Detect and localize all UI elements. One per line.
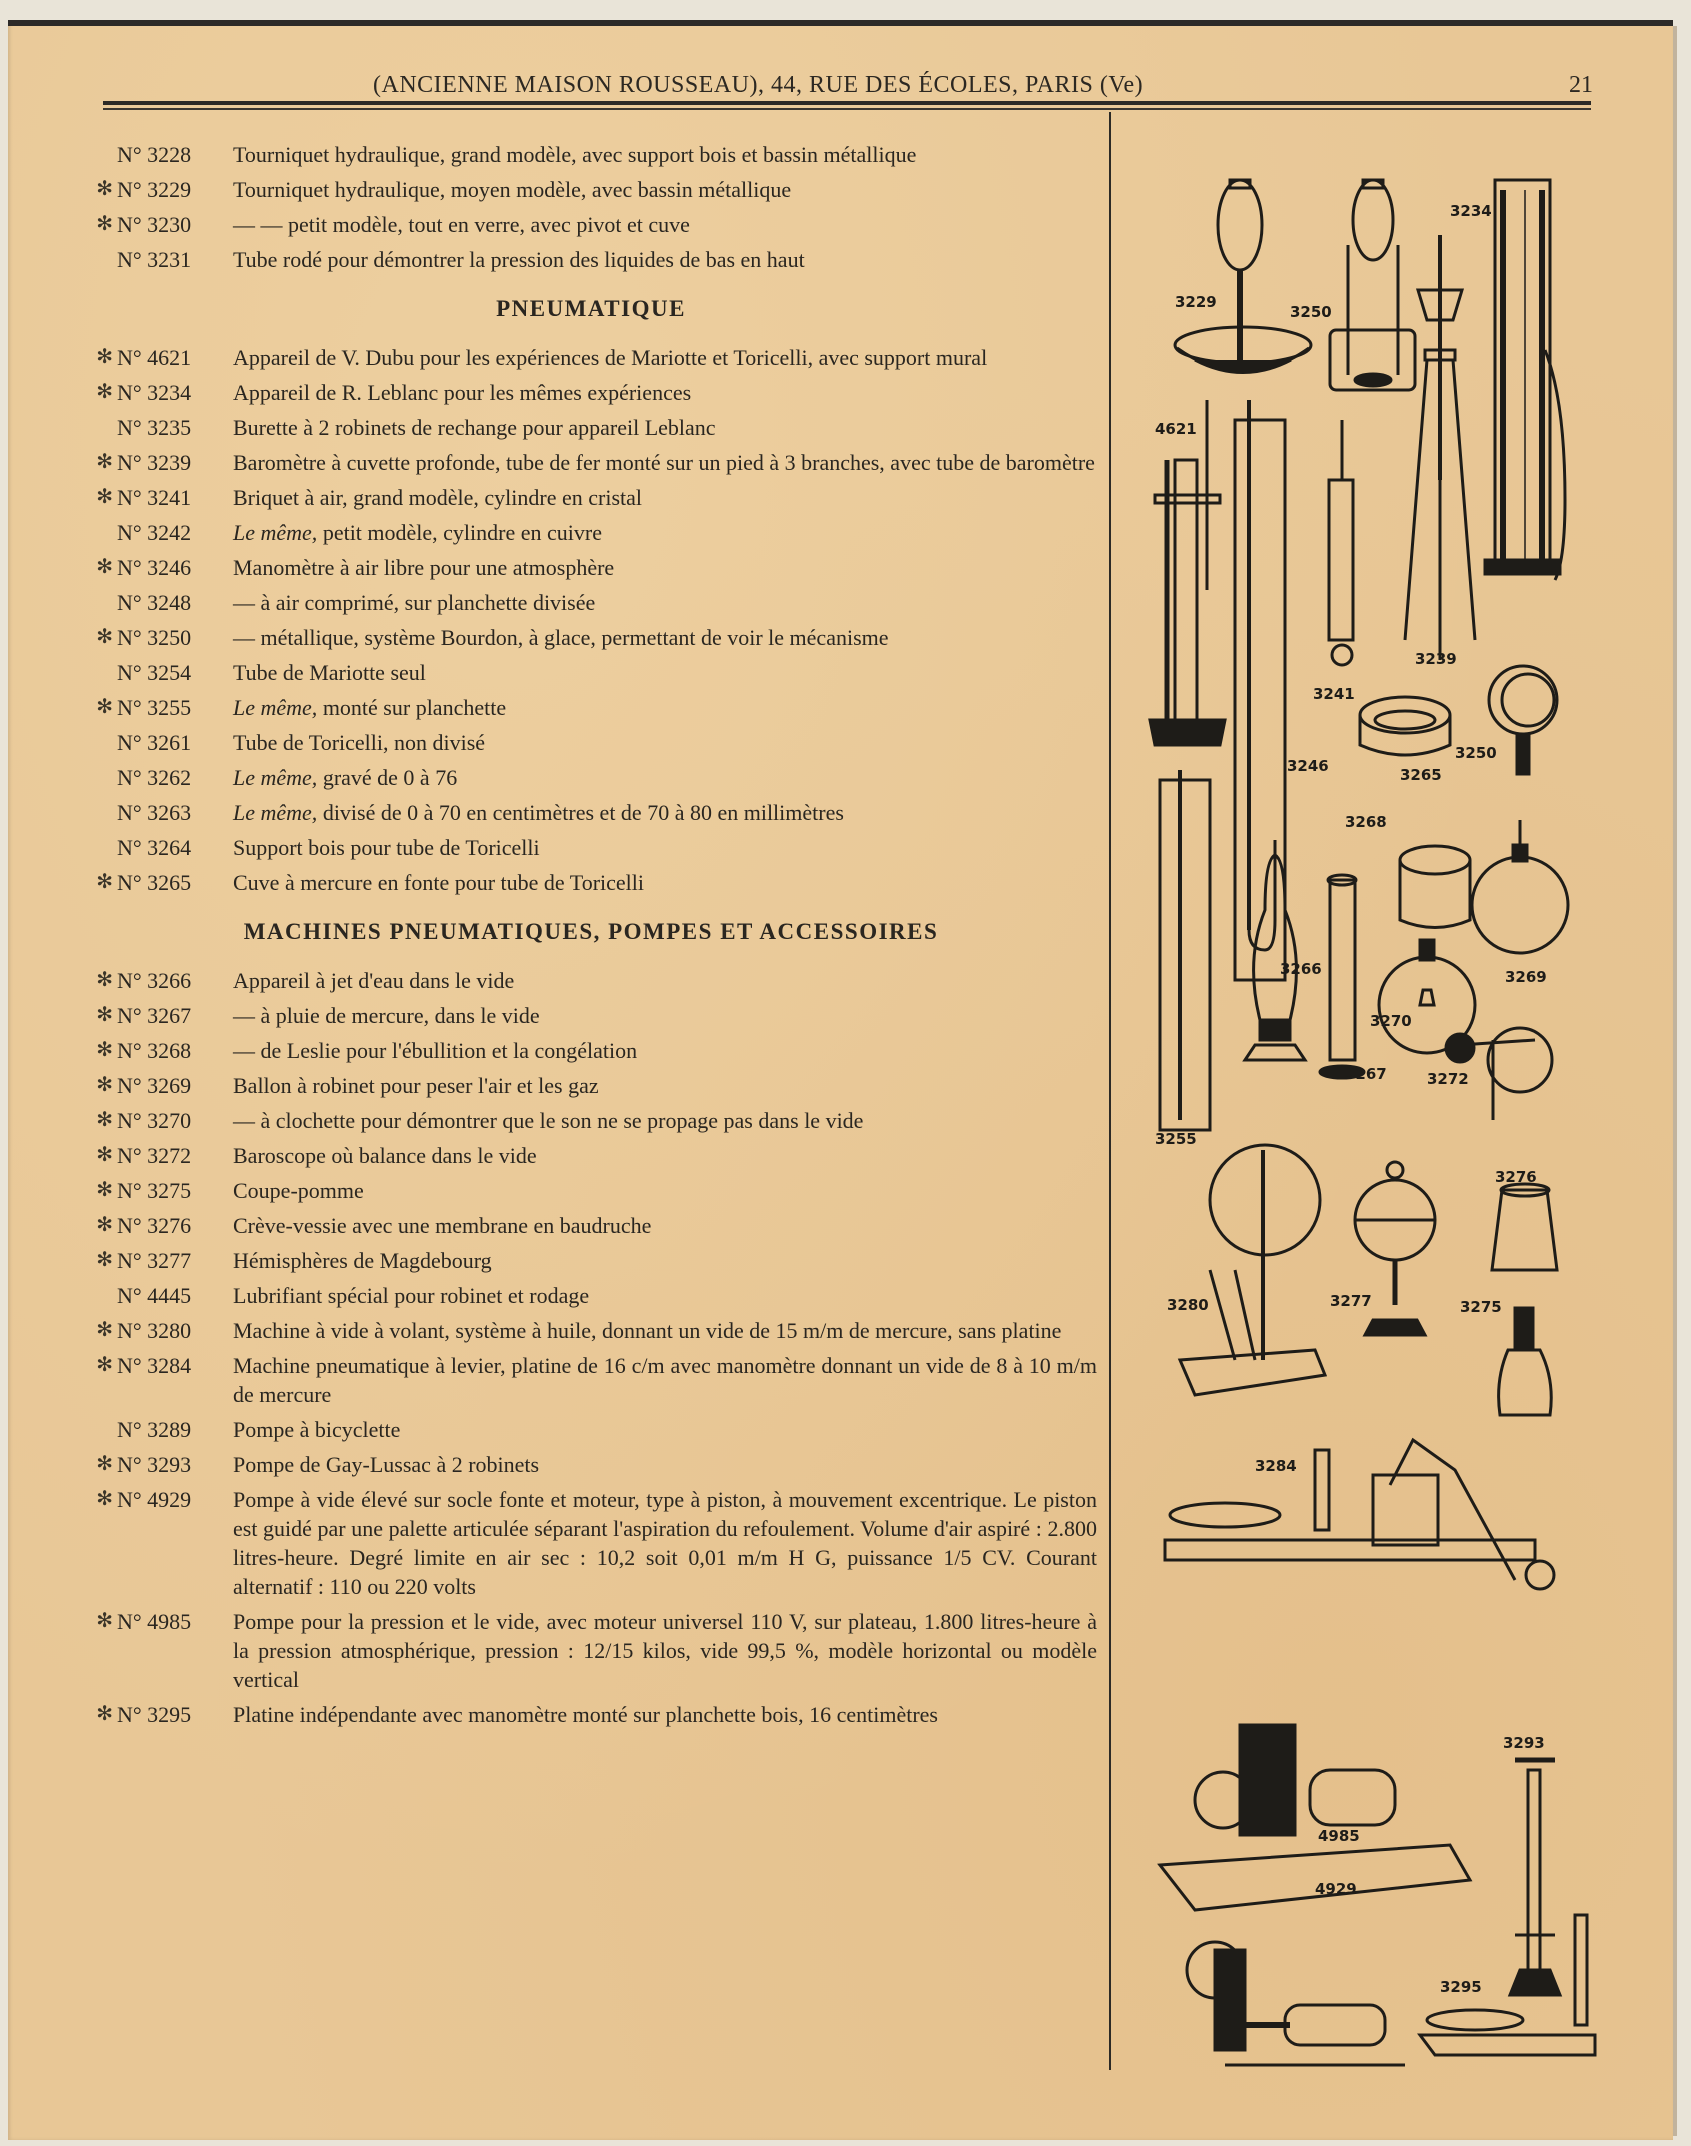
item-description: Briquet à air, grand modèle, cylindre en cristal [233, 485, 643, 510]
item-description: Appareil de R. Leblanc pour les mêmes expériences [233, 380, 692, 405]
catalog-entry [85, 728, 1097, 757]
item-number: N° 4445 [117, 1283, 192, 1308]
item-number: N° 3235 [117, 415, 192, 440]
item-number: N° 3255 [117, 695, 192, 720]
catalog-entry [85, 1450, 1097, 1479]
catalog-entry [85, 1246, 1097, 1275]
item-number: N° 3261 [117, 730, 192, 755]
figure-label: 3266 [1280, 960, 1322, 978]
section-title-pneumatique: PNEUMATIQUE [496, 296, 686, 321]
catalog-entry [85, 1036, 1097, 1065]
catalog-entry [85, 1485, 1097, 1601]
catalog-entry [85, 1176, 1097, 1205]
item-description: Tourniquet hydraulique, moyen modèle, avec bassin métallique [233, 177, 792, 202]
catalog-entry [85, 518, 1097, 547]
item-description-text: monté sur planchette [322, 695, 507, 720]
asterisk-icon: ✻ [96, 1179, 113, 1201]
figure-label: 3241 [1313, 685, 1355, 703]
figure-label: 3284 [1255, 1457, 1297, 1475]
catalog-entry [85, 140, 1097, 169]
asterisk-icon: ✻ [96, 346, 113, 368]
catalog-entry [85, 1281, 1097, 1310]
item-description-italic: Le même, [233, 800, 318, 825]
asterisk-icon: ✻ [96, 1610, 113, 1632]
item-number: N° 3242 [117, 520, 192, 545]
item-description: Cuve à mercure en fonte pour tube de Toricelli [233, 870, 645, 895]
item-number: N° 3270 [117, 1108, 192, 1133]
apparatus-drawings [1115, 120, 1655, 2070]
catalog-entry [85, 413, 1097, 442]
asterisk-icon: ✻ [96, 1144, 113, 1166]
catalog-entry [85, 343, 1097, 372]
tube-board-3255-drawing [1160, 770, 1210, 1130]
item-description: — à clochette pour démontrer que le son ne se propage pas dans le vide [233, 1108, 864, 1133]
figure-label: 4929 [1315, 1880, 1357, 1898]
asterisk-icon [85, 413, 113, 442]
section-title-machines: MACHINES PNEUMATIQUES, POMPES ET ACCESSOIRES [243, 919, 939, 944]
catalog-entry [85, 966, 1097, 995]
catalog-entry [85, 1351, 1097, 1409]
item-description: Lubrifiant spécial pour robinet et rodage [233, 1283, 590, 1308]
catalog-entry [85, 448, 1097, 477]
item-description: Pompe à vide élevé sur socle fonte et moteur, type à piston, à mouvement excentrique. Le piston est guidé par une palette articulée séparant l'aspiration du refoulement. Volume d'air aspiré : 2.800 litres-heure. Degré limite en air sec : 10,2 soit 0,01 m/m H G, puissance 1/5 CV. Courant alternatif : 110 ou 220 volts [233, 1487, 1097, 1599]
asterisk-icon: ✻ [96, 1319, 113, 1341]
column-divider [1109, 112, 1111, 2070]
figure-label: 4621 [1155, 420, 1197, 438]
item-description: Burette à 2 robinets de rechange pour appareil Leblanc [233, 415, 716, 440]
item-number: N° 3231 [117, 247, 192, 272]
item-number: N° 4621 [117, 345, 192, 370]
catalog-entry [85, 1071, 1097, 1100]
figure-label: 3293 [1503, 1734, 1545, 1752]
manometer-3246-drawing [1235, 400, 1285, 980]
figure-label: 3295 [1440, 1978, 1482, 1996]
machines-entries [85, 966, 1097, 1729]
figure-label: 3255 [1155, 1130, 1197, 1148]
asterisk-icon [85, 245, 113, 274]
catalog-entry [85, 868, 1097, 897]
catalog-entry [85, 798, 1097, 827]
gauge-3250-drawing [1489, 666, 1557, 774]
item-description [227, 798, 1097, 827]
figure-label: 3269 [1505, 968, 1547, 986]
header-rule-thin [103, 108, 1591, 110]
item-description: Crève-vessie avec une membrane en baudruche [233, 1213, 652, 1238]
asterisk-icon [85, 1415, 113, 1444]
pluie-3267-drawing [1320, 875, 1364, 1078]
item-number: N° 3262 [117, 765, 192, 790]
figure-label: 3229 [1175, 293, 1217, 311]
asterisk-icon: ✻ [96, 696, 113, 718]
item-description-italic: Le même, [233, 695, 318, 720]
item-description: Tube de Toricelli, non divisé [233, 730, 486, 755]
item-number: N° 3229 [117, 177, 192, 202]
item-description: Tube rodé pour démontrer la pression des liquides de bas en haut [233, 247, 805, 272]
item-number: N° 3263 [117, 800, 192, 825]
catalog-entry [85, 378, 1097, 407]
figure-label: 4985 [1318, 1827, 1360, 1845]
catalog-entry [85, 1700, 1097, 1729]
tourniquet-3229-drawing [1175, 180, 1311, 373]
leblanc-3234-drawing [1485, 180, 1565, 580]
asterisk-icon: ✻ [96, 1004, 113, 1026]
asterisk-icon: ✻ [96, 486, 113, 508]
barometer-3239-drawing [1405, 235, 1475, 660]
item-description: Pompe à bicyclette [233, 1417, 401, 1442]
figure-label: 3276 [1495, 1168, 1537, 1186]
catalog-entry [85, 588, 1097, 617]
catalog-entry [85, 1415, 1097, 1444]
catalog-entry [85, 553, 1097, 582]
item-description [227, 763, 1097, 792]
figure-label: 3239 [1415, 650, 1457, 668]
asterisk-icon: ✻ [96, 1453, 113, 1475]
figure-label: 3275 [1460, 1298, 1502, 1316]
item-description: — à air comprimé, sur planchette divisée [233, 590, 596, 615]
item-description: Appareil de V. Dubu pour les expériences de Mariotte et Toricelli, avec support mural [233, 345, 988, 370]
item-description: — métallique, système Bourdon, à glace, permettant de voir le mécanisme [233, 625, 889, 650]
asterisk-icon: ✻ [96, 1039, 113, 1061]
item-description: Hémisphères de Magdebourg [233, 1248, 492, 1273]
header-title: (ANCIENNE MAISON ROUSSEAU), 44, RUE DES ÉCOLES, PARIS (Ve) [373, 72, 1144, 98]
figure-label: 3265 [1400, 766, 1442, 784]
asterisk-icon: ✻ [96, 871, 113, 893]
asterisk-icon: ✻ [96, 556, 113, 578]
item-description-text: gravé de 0 à 76 [322, 765, 458, 790]
item-number: N° 3289 [117, 1417, 192, 1442]
item-description: Coupe-pomme [233, 1178, 364, 1203]
apparatus-4621-drawing [1150, 400, 1225, 745]
catalog-entry [85, 623, 1097, 652]
item-description: — — petit modèle, tout en verre, avec pivot et cuve [233, 212, 690, 237]
item-description [227, 518, 1097, 547]
item-number: N° 3295 [117, 1702, 192, 1727]
pump-3293-drawing [1510, 1760, 1560, 1995]
item-number: N° 3230 [117, 212, 192, 237]
item-description: Tube de Mariotte seul [233, 660, 426, 685]
item-description: Support bois pour tube de Toricelli [233, 835, 540, 860]
asterisk-icon: ✻ [96, 451, 113, 473]
asterisk-icon: ✻ [96, 213, 113, 235]
item-number: N° 3269 [117, 1073, 192, 1098]
catalog-entry [85, 245, 1097, 274]
asterisk-icon: ✻ [96, 969, 113, 991]
figure-label: 3270 [1370, 1012, 1412, 1030]
asterisk-icon [85, 140, 113, 169]
item-number: N° 3239 [117, 450, 192, 475]
lever-machine-3284-drawing [1165, 1440, 1554, 1589]
item-description: Pompe pour la pression et le vide, avec moteur universel 110 V, sur plateau, 1.800 litres-heure à la pression atmosphérique, pression : 12/15 kilos, vide 99,5 %, modèle horizontal ou modèle vertical [233, 1609, 1097, 1692]
asterisk-icon [85, 833, 113, 862]
item-description-italic: Le même, [233, 520, 318, 545]
item-number: N° 3228 [117, 142, 192, 167]
creve-vessie-3276-drawing [1492, 1184, 1557, 1270]
catalog-entry [85, 833, 1097, 862]
item-number: N° 3280 [117, 1318, 192, 1343]
asterisk-icon: ✻ [96, 626, 113, 648]
coupe-pomme-3275-drawing [1499, 1308, 1552, 1415]
cuve-3265-drawing [1360, 697, 1450, 755]
asterisk-icon [85, 763, 113, 792]
figure-label: 3250 [1290, 303, 1332, 321]
figure-label: 3280 [1167, 1296, 1209, 1314]
item-number: N° 3275 [117, 1178, 192, 1203]
catalog-entry [85, 763, 1097, 792]
item-description: Pompe de Gay-Lussac à 2 robinets [233, 1452, 540, 1477]
catalog-entry [85, 1316, 1097, 1345]
catalog-entry [85, 210, 1097, 239]
item-number: N° 3293 [117, 1452, 192, 1477]
figure-label: 3246 [1287, 757, 1329, 775]
figure-label: 3277 [1330, 1292, 1372, 1310]
header-rule-thick [103, 101, 1591, 105]
item-description: Baromètre à cuvette profonde, tube de fer monté sur un pied à 3 branches, avec tube de baromètre [233, 450, 1095, 475]
asterisk-icon [85, 658, 113, 687]
item-description-italic: Le même, [233, 765, 318, 790]
item-description-text: petit modèle, cylindre en cuivre [322, 520, 602, 545]
page-header [103, 72, 1593, 102]
asterisk-icon [85, 798, 113, 827]
item-number: N° 3272 [117, 1143, 192, 1168]
item-number: N° 3246 [117, 555, 192, 580]
catalog-entry [85, 693, 1097, 722]
catalog-entry [85, 1141, 1097, 1170]
item-number: N° 3268 [117, 1038, 192, 1063]
figure-label: 3272 [1427, 1070, 1469, 1088]
vacuum-machine-3280-drawing [1180, 1145, 1325, 1395]
figure-label: 3267 [1345, 1065, 1387, 1083]
item-number: N° 3267 [117, 1003, 192, 1028]
item-number: N° 3234 [117, 380, 192, 405]
page-number: 21 [1569, 72, 1593, 98]
item-description: Machine pneumatique à levier, platine de 16 c/m avec manomètre donnant un vide de 8 à 10 m/m de mercure [233, 1353, 1097, 1407]
catalog-entry [85, 1211, 1097, 1240]
item-description [227, 693, 1097, 722]
figure-label: 3250 [1455, 744, 1497, 762]
item-description: Manomètre à air libre pour une atmosphère [233, 555, 615, 580]
asterisk-icon [85, 728, 113, 757]
asterisk-icon: ✻ [96, 381, 113, 403]
item-number: N° 3250 [117, 625, 192, 650]
catalog-entry [85, 1607, 1097, 1694]
item-number: N° 3264 [117, 835, 192, 860]
asterisk-icon: ✻ [96, 1214, 113, 1236]
asterisk-icon [85, 518, 113, 547]
asterisk-icon: ✻ [96, 1488, 113, 1510]
asterisk-icon: ✻ [96, 1703, 113, 1725]
illustrations-panel [1115, 120, 1655, 2070]
asterisk-icon: ✻ [96, 1249, 113, 1271]
asterisk-icon: ✻ [96, 1074, 113, 1096]
asterisk-icon: ✻ [96, 178, 113, 200]
figure-label: 3234 [1450, 202, 1492, 220]
item-description: Machine à vide à volant, système à huile, donnant un vide de 15 m/m de mercure, sans platine [233, 1318, 1062, 1343]
catalog-entry [85, 658, 1097, 687]
catalog-entry [85, 1001, 1097, 1030]
item-number: N° 3284 [117, 1353, 192, 1378]
item-number: N° 3277 [117, 1248, 192, 1273]
tourniquet-3230-drawing [1330, 180, 1415, 390]
page-edge [1673, 26, 1677, 2136]
pump-4929-drawing [1187, 1942, 1405, 2065]
asterisk-icon [85, 588, 113, 617]
asterisk-icon: ✻ [96, 1109, 113, 1131]
item-description-text: divisé de 0 à 70 en centimètres et de 70 à 80 en millimètres [322, 800, 844, 825]
item-description: Platine indépendante avec manomètre monté sur planchette bois, 16 centimètres [233, 1702, 938, 1727]
item-number: N° 3241 [117, 485, 192, 510]
asterisk-icon [85, 1281, 113, 1310]
intro-entries [85, 140, 1097, 274]
catalog-entry [85, 1106, 1097, 1135]
item-description: Appareil à jet d'eau dans le vide [233, 968, 515, 993]
catalog-entry [85, 483, 1097, 512]
item-number: N° 3248 [117, 590, 192, 615]
catalog-list [85, 140, 1097, 1735]
ballon-3269-drawing [1472, 820, 1568, 953]
briquet-3241-drawing [1329, 420, 1353, 665]
item-number: N° 3266 [117, 968, 192, 993]
asterisk-icon: ✻ [96, 1354, 113, 1376]
item-description: Ballon à robinet pour peser l'air et les gaz [233, 1073, 599, 1098]
pneumatique-entries [85, 343, 1097, 897]
item-description: Baroscope où balance dans le vide [233, 1143, 537, 1168]
item-number: N° 3265 [117, 870, 192, 895]
item-description: — à pluie de mercure, dans le vide [233, 1003, 540, 1028]
item-number: N° 4985 [117, 1609, 192, 1634]
item-number: N° 3276 [117, 1213, 192, 1238]
catalog-entry [85, 175, 1097, 204]
item-description: — de Leslie pour l'ébullition et la congélation [233, 1038, 638, 1063]
item-description: Tourniquet hydraulique, grand modèle, avec support bois et bassin métallique [233, 142, 917, 167]
item-number: N° 3254 [117, 660, 192, 685]
item-number: N° 4929 [117, 1487, 192, 1512]
figure-label: 3268 [1345, 813, 1387, 831]
leslie-3268-drawing [1400, 846, 1470, 928]
